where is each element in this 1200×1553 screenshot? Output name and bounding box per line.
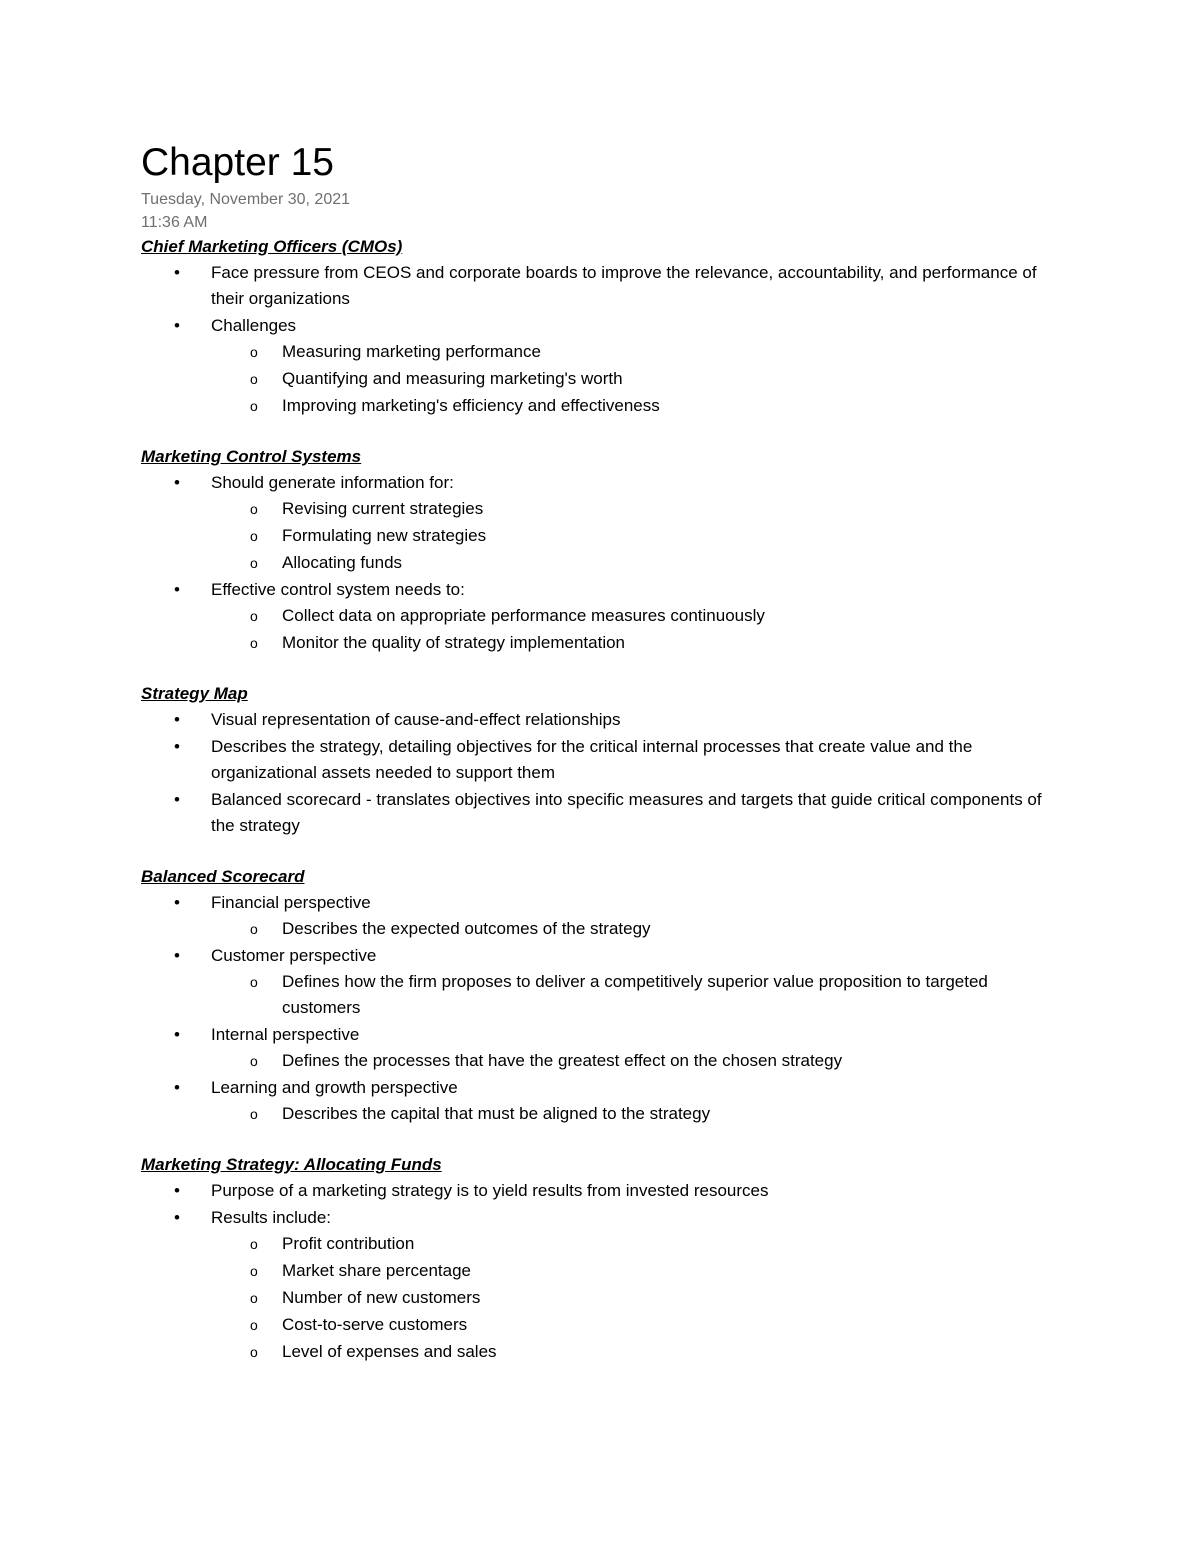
section-heading: Marketing Strategy: Allocating Funds	[141, 1155, 442, 1174]
bullet-dot-icon: •	[174, 263, 180, 282]
sub-bullet-list	[211, 969, 1061, 1021]
bullet-dot-icon: •	[174, 946, 180, 965]
note-section	[141, 444, 1061, 656]
list-item-text: Balanced scorecard - translates objectives into specific measures and targets that guide critical components of the strategy	[211, 790, 1042, 835]
sub-list-item	[211, 393, 1061, 419]
note-section	[141, 681, 1061, 839]
section-heading: Balanced Scorecard	[141, 867, 305, 886]
sub-bullet-list	[211, 603, 1061, 656]
list-item	[141, 787, 1061, 839]
sub-list-item-text: Profit contribution	[282, 1234, 415, 1253]
list-item	[141, 890, 1061, 942]
bullet-dot-icon: •	[174, 893, 180, 912]
bullet-dot-icon: •	[174, 737, 180, 756]
sub-list-item	[211, 1339, 1061, 1365]
bullet-circle-icon: o	[250, 1317, 258, 1333]
list-item-text: Face pressure from CEOS and corporate boards to improve the relevance, accountability, and performance of their organizations	[211, 263, 1037, 308]
bullet-circle-icon: o	[250, 371, 258, 387]
bullet-dot-icon: •	[174, 1025, 180, 1044]
list-item	[141, 260, 1061, 312]
bullet-circle-icon: o	[250, 608, 258, 624]
sub-list-item-text: Monitor the quality of strategy implementation	[282, 633, 626, 652]
note-body	[141, 234, 1061, 1365]
sub-list-item	[211, 523, 1061, 549]
bullet-list	[141, 1178, 1061, 1365]
list-item	[141, 577, 1061, 656]
bullet-circle-icon: o	[250, 1290, 258, 1306]
sub-list-item	[211, 1231, 1061, 1257]
sub-list-item-text: Collect data on appropriate performance measures continuously	[282, 606, 765, 625]
bullet-dot-icon: •	[174, 1208, 180, 1227]
sub-bullet-list	[211, 1101, 1061, 1127]
list-item	[141, 707, 1061, 733]
sub-list-item	[211, 603, 1061, 629]
sub-list-item	[211, 1101, 1061, 1127]
sub-list-item	[211, 969, 1061, 1021]
sub-list-item-text: Allocating funds	[282, 553, 403, 572]
bullet-dot-icon: •	[174, 316, 180, 335]
list-item	[141, 470, 1061, 576]
bullet-circle-icon: o	[250, 555, 258, 571]
bullet-list	[141, 260, 1061, 419]
bullet-circle-icon: o	[250, 1053, 258, 1069]
list-item-text: Should generate information for:	[211, 473, 454, 492]
bullet-circle-icon: o	[250, 528, 258, 544]
list-item-text: Results include:	[211, 1208, 332, 1227]
list-item-text: Learning and growth perspective	[211, 1078, 458, 1097]
sub-list-item-text: Quantifying and measuring marketing's worth	[282, 369, 623, 388]
bullet-dot-icon: •	[174, 710, 180, 729]
sub-list-item	[211, 630, 1061, 656]
sub-list-item	[211, 916, 1061, 942]
sub-bullet-list	[211, 1048, 1061, 1074]
bullet-dot-icon: •	[174, 1181, 180, 1200]
note-section	[141, 234, 1061, 419]
note-section	[141, 864, 1061, 1127]
bullet-list	[141, 890, 1061, 1127]
bullet-circle-icon: o	[250, 1344, 258, 1360]
sub-list-item	[211, 1285, 1061, 1311]
bullet-circle-icon: o	[250, 1263, 258, 1279]
list-item-text: Visual representation of cause-and-effect relationships	[211, 710, 621, 729]
bullet-dot-icon: •	[174, 580, 180, 599]
sub-list-item	[211, 339, 1061, 365]
sub-list-item-text: Market share percentage	[282, 1261, 471, 1280]
bullet-list	[141, 470, 1061, 656]
list-item-text: Challenges	[211, 316, 297, 335]
list-item	[141, 1022, 1061, 1074]
sub-list-item	[211, 1258, 1061, 1284]
sub-list-item-text: Number of new customers	[282, 1288, 481, 1307]
bullet-circle-icon: o	[250, 1106, 258, 1122]
list-item	[141, 943, 1061, 1021]
sub-bullet-list	[211, 339, 1061, 419]
sub-bullet-list	[211, 916, 1061, 942]
sub-list-item	[211, 496, 1061, 522]
sub-list-item-text: Revising current strategies	[282, 499, 484, 518]
list-item	[141, 1178, 1061, 1204]
bullet-circle-icon: o	[250, 501, 258, 517]
sub-list-item	[211, 1312, 1061, 1338]
bullet-dot-icon: •	[174, 790, 180, 809]
bullet-circle-icon: o	[250, 974, 258, 990]
bullet-circle-icon: o	[250, 635, 258, 651]
list-item-text: Purpose of a marketing strategy is to yield results from invested resources	[211, 1181, 769, 1200]
sub-list-item	[211, 550, 1061, 576]
list-item-text: Financial perspective	[211, 893, 371, 912]
list-item-text: Customer perspective	[211, 946, 377, 965]
bullet-circle-icon: o	[250, 344, 258, 360]
list-item	[141, 313, 1061, 419]
sub-list-item-text: Cost-to-serve customers	[282, 1315, 468, 1334]
list-item-text: Effective control system needs to:	[211, 580, 465, 599]
section-heading: Strategy Map	[141, 684, 248, 703]
sub-list-item	[211, 1048, 1061, 1074]
bullet-circle-icon: o	[250, 398, 258, 414]
bullet-dot-icon: •	[174, 473, 180, 492]
list-item	[141, 734, 1061, 786]
page-title: Chapter 15	[141, 141, 334, 184]
sub-bullet-list	[211, 496, 1061, 576]
bullet-circle-icon: o	[250, 921, 258, 937]
note-page	[141, 138, 1061, 1390]
sub-list-item-text: Defines the processes that have the greatest effect on the chosen strategy	[282, 1051, 843, 1070]
section-heading: Chief Marketing Officers (CMOs)	[141, 237, 403, 256]
sub-list-item-text: Describes the expected outcomes of the strategy	[282, 919, 651, 938]
list-item-text: Internal perspective	[211, 1025, 360, 1044]
section-heading: Marketing Control Systems	[141, 447, 362, 466]
sub-list-item-text: Describes the capital that must be aligned to the strategy	[282, 1104, 711, 1123]
bullet-circle-icon: o	[250, 1236, 258, 1252]
note-section	[141, 1152, 1061, 1365]
sub-list-item-text: Formulating new strategies	[282, 526, 487, 545]
note-date: Tuesday, November 30, 2021	[141, 191, 351, 208]
list-item-text: Describes the strategy, detailing objectives for the critical internal processes that create value and the organizational assets needed to support them	[211, 737, 973, 782]
bullet-dot-icon: •	[174, 1078, 180, 1097]
sub-bullet-list	[211, 1231, 1061, 1365]
sub-list-item-text: Improving marketing's efficiency and effectiveness	[282, 396, 660, 415]
note-time: 11:36 AM	[141, 214, 208, 231]
sub-list-item-text: Measuring marketing performance	[282, 342, 541, 361]
bullet-list	[141, 707, 1061, 839]
sub-list-item	[211, 366, 1061, 392]
sub-list-item-text: Level of expenses and sales	[282, 1342, 497, 1361]
sub-list-item-text: Defines how the firm proposes to deliver a competitively superior value proposition to targeted customers	[282, 972, 988, 1017]
list-item	[141, 1075, 1061, 1127]
list-item	[141, 1205, 1061, 1365]
